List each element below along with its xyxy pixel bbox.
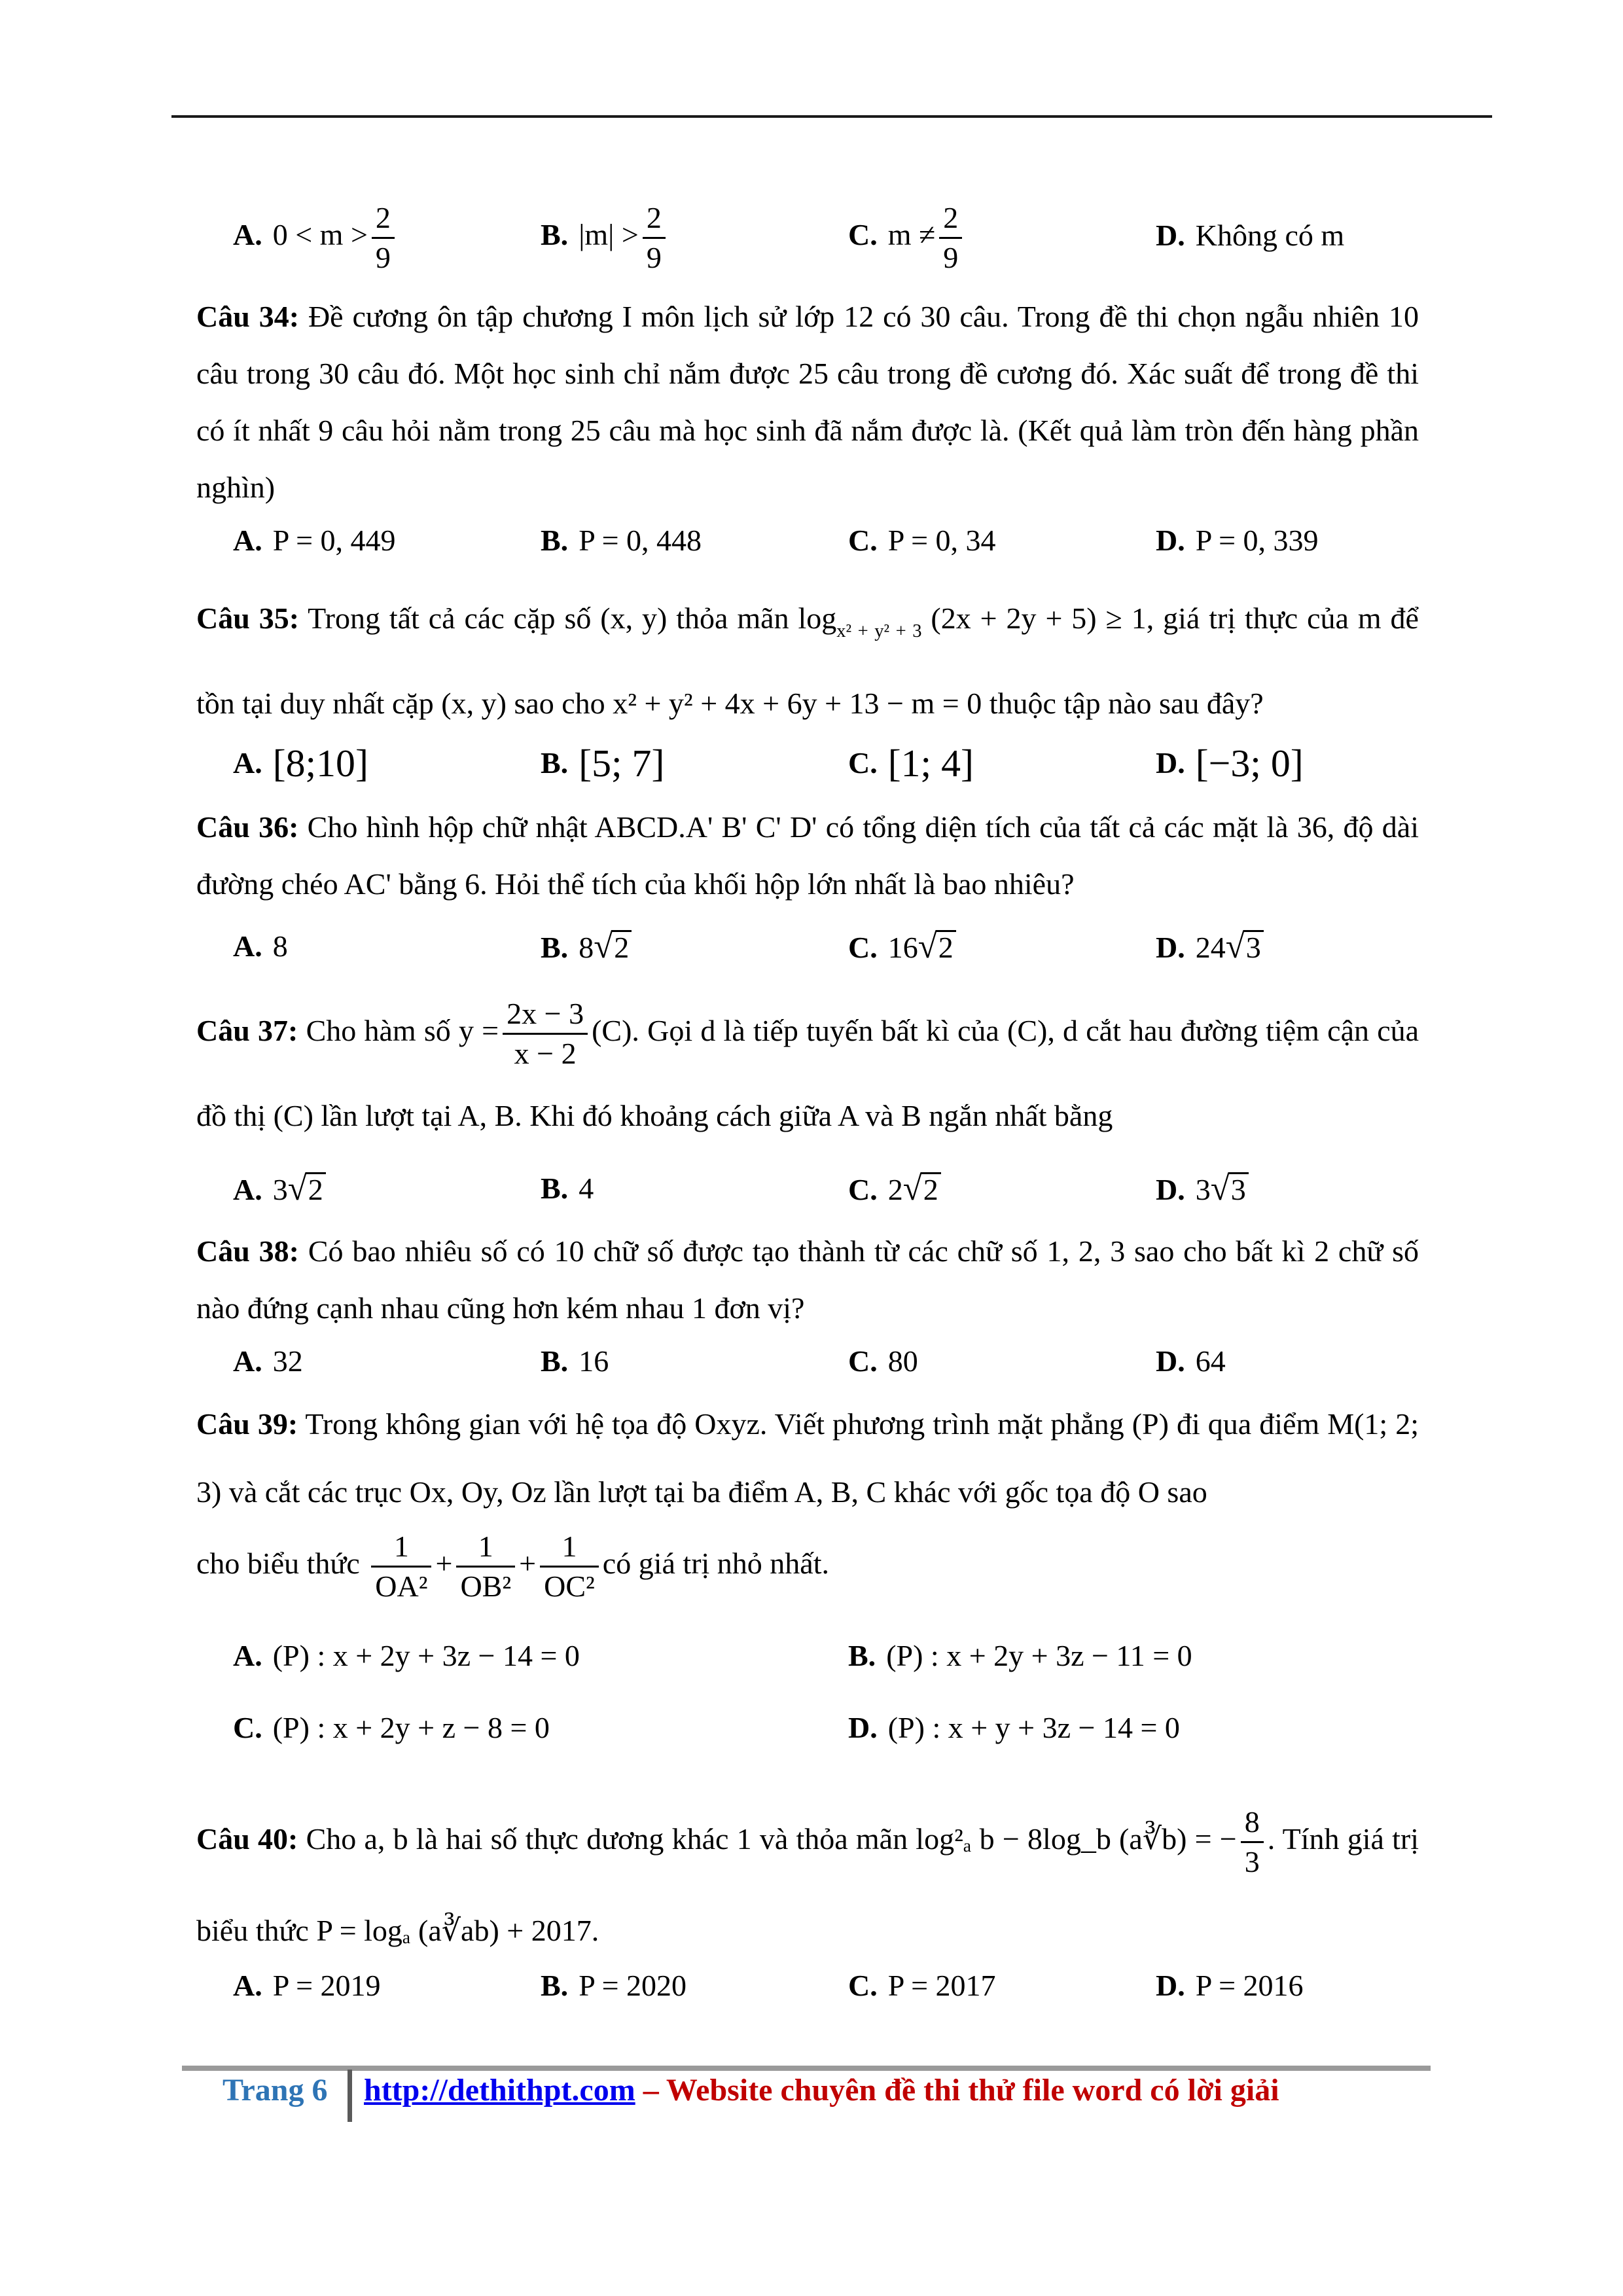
- q35-answer-b: B. [5; 7]: [541, 742, 665, 785]
- q37-answer-c: C. 2√2: [848, 1169, 941, 1210]
- q38-answer-a: A. 32: [233, 1344, 303, 1378]
- q35-answer-d: D. [−3; 0]: [1156, 742, 1304, 785]
- q37-answer-a: A. 3√2: [233, 1169, 326, 1210]
- q39-answer-a: A. (P) : x + 2y + 3z − 14 = 0: [233, 1639, 580, 1672]
- q39-expression: cho biểu thức $\frac{1}{\text{OA²}}$ + $\frac{1}{\text{OB²}}$ + $\frac{1}{\text{OC²}}$ có giá trị nhỏ nhất.: [196, 1530, 829, 1603]
- q36-answer-c: C. 16√2: [848, 927, 956, 967]
- header-rule: [171, 115, 1492, 118]
- footer-rule: [182, 2066, 1431, 2071]
- q34-answer-b: B. P = 0, 448: [541, 524, 702, 557]
- q39-answer-d: D. (P) : x + y + 3z − 14 = 0: [848, 1711, 1180, 1744]
- q37-answer-b: B. 4: [541, 1172, 594, 1205]
- q36-answer-a: A. 8: [233, 929, 288, 963]
- question-35: Câu 35: Trong tất cả các cặp số (x, y) thỏa mãn $\log_{x^2 + y^2 + 3} (2x + 2y + 5) \ge 1$, giá trị thực của m để tồn tại duy nhất cặp (x, y) sao cho x² + y² + 4x + 6y + 13 − m = 0 thuộc tập nào sau đây?: [196, 601, 1419, 720]
- q35-answer-c: C. [1; 4]: [848, 742, 974, 785]
- page-number: Trang 6: [223, 2073, 328, 2108]
- footer-separator: [348, 2070, 352, 2122]
- question-39: Câu 39: Trong không gian với hệ tọa độ Oxyz. Viết phương trình mặt phẳng (P) đi qua điểm M(1; 2; 3) và cắt các trục Ox, Oy, Oz lần lượt tại ba điểm A, B, C khác với gốc tọa độ O sao: [196, 1407, 1419, 1509]
- q40-answer-b: B. P = 2020: [541, 1969, 687, 2002]
- q34-answer-c: C. P = 0, 34: [848, 524, 996, 557]
- footer-text: http://dethithpt.com – Website chuyên đề thi thử file word có lời giải: [364, 2073, 1279, 2108]
- q40-answer-c: C. P = 2017: [848, 1969, 996, 2002]
- question-38: Câu 38: Có bao nhiêu số có 10 chữ số được tạo thành từ các chữ số 1, 2, 3 sao cho bất kì 2 chữ số nào đứng cạnh nhau cũng hơn kém nhau 1 đơn vị?: [196, 1234, 1419, 1325]
- q33-answer-d: D. Không có m: [1156, 219, 1345, 252]
- q36-answer-b: B. 8√2: [541, 927, 632, 967]
- q36-answer-d: D. 24√3: [1156, 927, 1264, 967]
- question-34: Câu 34: Đề cương ôn tập chương I môn lịch sử lớp 12 có 30 câu. Trong đề thi chọn ngẫu nhiên 10 câu trong 30 câu đó. Một học sinh chỉ nắm được 25 câu trong đề cương đó. Xác suất để trong đề thi có ít nhất 9 câu hỏi nằm trong 25 câu mà học sinh đã nắm được là. (Kết quả làm tròn đến hàng phần nghìn): [196, 300, 1419, 504]
- q33-answer-c: C. m ≠ $\frac{2}{9}$: [848, 203, 966, 273]
- q34-answer-d: D. P = 0, 339: [1156, 524, 1319, 557]
- q33-answer-a: A. 0 < m > $\frac{2}{9}$: [233, 203, 399, 273]
- q37-answer-d: D. 3√3: [1156, 1169, 1249, 1210]
- footer-link[interactable]: http://dethithpt.com: [364, 2073, 635, 2108]
- question-36: Câu 36: Cho hình hộp chữ nhật ABCD.A' B' C' D' có tổng diện tích của tất cả các mặt là 36, độ dài đường chéo AC' bằng 6. Hỏi thể tích của khối hộp lớn nhất là bao nhiêu?: [196, 810, 1419, 901]
- question-40: Câu 40: Cho a, b là hai số thực dương khác 1 và thỏa mãn log²ₐ b − 8log_b (a∛b) = − $\frac{8}{3}$ . Tính giá trị biểu thức P = logₐ (a∛ab) + 2017.: [196, 1804, 1419, 1947]
- q33-answer-b: B. |m| > $\frac{2}{9}$: [541, 203, 669, 273]
- q38-answer-c: C. 80: [848, 1344, 918, 1378]
- q39-answer-c: C. (P) : x + 2y + z − 8 = 0: [233, 1711, 550, 1744]
- q35-answer-a: A. [8;10]: [233, 742, 368, 785]
- q38-answer-b: B. 16: [541, 1344, 609, 1378]
- q34-answer-a: A. P = 0, 449: [233, 524, 396, 557]
- q39-answer-b: B. (P) : x + 2y + 3z − 11 = 0: [848, 1639, 1192, 1672]
- question-37: Câu 37: Cho hàm số y = $\frac{2x - 3}{x - 2}$ (C). Gọi d là tiếp tuyến bất kì của (C), d cắt hau đường tiệm cận của đồ thị (C) lần lượt tại A, B. Khi đó khoảng cách giữa A và B ngắn nhất bằng: [196, 996, 1419, 1132]
- q40-answer-d: D. P = 2016: [1156, 1969, 1304, 2002]
- q38-answer-d: D. 64: [1156, 1344, 1226, 1378]
- q40-answer-a: A. P = 2019: [233, 1969, 381, 2002]
